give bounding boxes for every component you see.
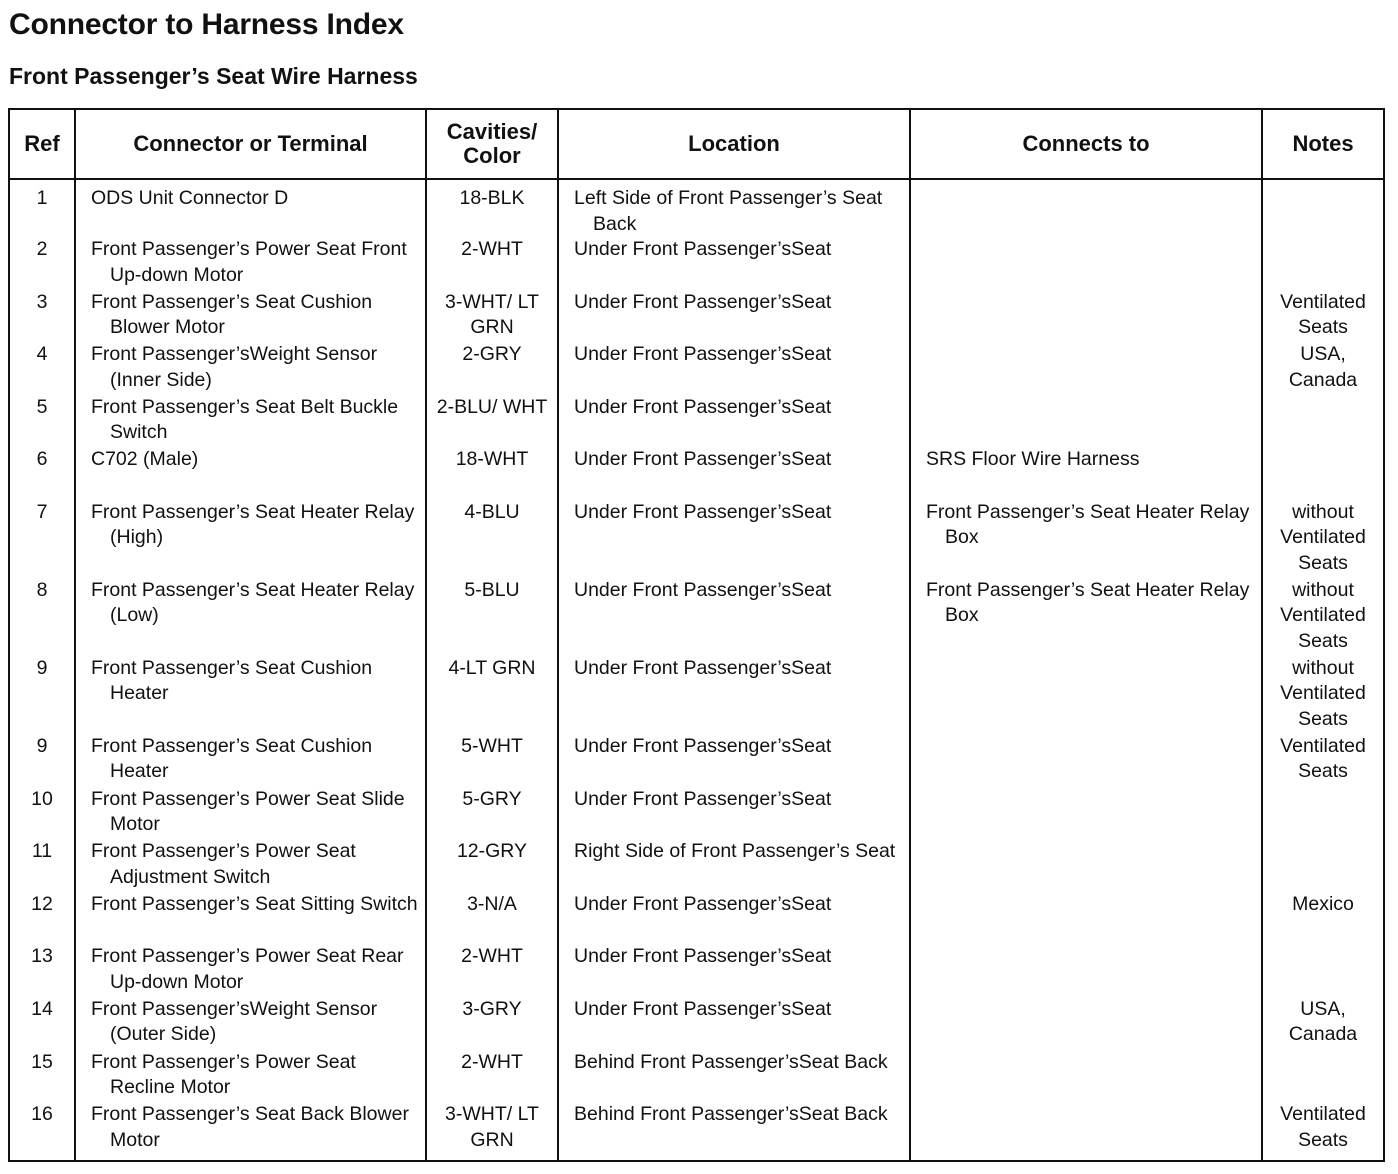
cell-cavities: 4-BLU bbox=[426, 500, 558, 578]
cell-notes: Ventilated Seats bbox=[1262, 290, 1384, 343]
connector-text: Front Passenger’s Power Seat Adjustment Switch bbox=[91, 840, 356, 888]
cell-cavities: 3-WHT/ LT GRN bbox=[426, 1102, 558, 1161]
header-cavities: Cavities/ Color bbox=[426, 109, 558, 179]
cell-connects-to bbox=[910, 839, 1262, 892]
table-row bbox=[9, 237, 1384, 290]
cell-cavities: 4-LT GRN bbox=[426, 656, 558, 734]
cell-ref: 8 bbox=[9, 578, 75, 656]
location-text: Under Front Passenger’sSeat bbox=[574, 448, 832, 471]
cell-location bbox=[558, 839, 910, 892]
cell-location bbox=[558, 1050, 910, 1103]
cell-location bbox=[558, 656, 910, 734]
cell-ref: 6 bbox=[9, 447, 75, 500]
cell-connects-to bbox=[910, 395, 1262, 448]
cell-connector bbox=[75, 342, 426, 395]
cell-notes: Ventilated Seats bbox=[1262, 734, 1384, 787]
connector-text: Front Passenger’s Seat Cushion Heater bbox=[91, 734, 373, 783]
cell-notes bbox=[1262, 1050, 1384, 1103]
cell-ref: 14 bbox=[9, 997, 75, 1050]
connector-text: Front Passenger’sWeight Sensor (Outer Side) bbox=[91, 997, 378, 1046]
location-text: Under Front Passenger’sSeat bbox=[574, 945, 832, 968]
table-row bbox=[9, 578, 1384, 656]
connector-text: Front Passenger’s Seat Cushion Heater bbox=[91, 656, 373, 705]
table-header-row bbox=[9, 109, 1384, 179]
cell-location bbox=[558, 944, 910, 997]
cell-location bbox=[558, 997, 910, 1050]
connector-text: Front Passenger’s Power Seat Slide Motor bbox=[91, 787, 405, 836]
table-row bbox=[9, 839, 1384, 892]
cell-cavities: 3-N/A bbox=[426, 892, 558, 945]
table-row bbox=[9, 447, 1384, 500]
cell-ref: 1 bbox=[9, 179, 75, 237]
table-row bbox=[9, 787, 1384, 840]
cell-location bbox=[558, 395, 910, 448]
location-text: Right Side of Front Passenger’s Seat bbox=[574, 840, 896, 863]
cell-ref: 2 bbox=[9, 237, 75, 290]
table-row bbox=[9, 179, 1384, 237]
location-text: Under Front Passenger’sSeat bbox=[574, 892, 832, 915]
location-text: Left Side of Front Passenger’s Seat Back bbox=[574, 187, 883, 235]
header-location: Location bbox=[558, 109, 910, 179]
table-row bbox=[9, 1102, 1384, 1161]
cell-connects-to bbox=[910, 342, 1262, 395]
location-text: Under Front Passenger’sSeat bbox=[574, 787, 832, 810]
cell-notes bbox=[1262, 839, 1384, 892]
connector-text: Front Passenger’s Seat Belt Buckle Switch bbox=[91, 395, 399, 444]
cell-connects-to bbox=[910, 578, 1262, 656]
cell-ref: 5 bbox=[9, 395, 75, 448]
cell-cavities: 2-GRY bbox=[426, 342, 558, 395]
cell-location bbox=[558, 892, 910, 945]
location-text: Under Front Passenger’sSeat bbox=[574, 734, 832, 757]
header-notes: Notes bbox=[1262, 109, 1384, 179]
cell-connector bbox=[75, 656, 426, 734]
cell-notes: USA, Canada bbox=[1262, 997, 1384, 1050]
location-text: Under Front Passenger’sSeat bbox=[574, 290, 832, 313]
cell-location bbox=[558, 787, 910, 840]
cell-connects-to bbox=[910, 734, 1262, 787]
cell-connects-to bbox=[910, 997, 1262, 1050]
connector-index-table bbox=[8, 108, 1385, 1162]
cell-connects-to bbox=[910, 656, 1262, 734]
cell-connector bbox=[75, 892, 426, 945]
cell-connector bbox=[75, 734, 426, 787]
cell-ref: 10 bbox=[9, 787, 75, 840]
table-row bbox=[9, 290, 1384, 343]
cell-connector bbox=[75, 997, 426, 1050]
cell-connector bbox=[75, 944, 426, 997]
table-row bbox=[9, 500, 1384, 578]
connects-to-text: Front Passenger’s Seat Heater Relay Box bbox=[926, 578, 1250, 627]
cell-location bbox=[558, 578, 910, 656]
cell-ref: 16 bbox=[9, 1102, 75, 1161]
location-text: Under Front Passenger’sSeat bbox=[574, 238, 832, 260]
table-body bbox=[9, 179, 1384, 1161]
connector-text: Front Passenger’s Seat Sitting Switch bbox=[91, 892, 418, 915]
cell-ref: 3 bbox=[9, 290, 75, 343]
location-text: Under Front Passenger’sSeat bbox=[574, 656, 832, 679]
cell-connector bbox=[75, 787, 426, 840]
cell-notes bbox=[1262, 179, 1384, 237]
cell-location bbox=[558, 237, 910, 290]
cell-connector bbox=[75, 237, 426, 290]
connector-text: Front Passenger’s Seat Heater Relay (Low) bbox=[91, 578, 415, 627]
table-row bbox=[9, 395, 1384, 448]
cell-notes bbox=[1262, 237, 1384, 290]
location-text: Behind Front Passenger’sSeat Back bbox=[574, 1103, 888, 1126]
connector-text: Front Passenger’s Seat Cushion Blower Motor bbox=[91, 290, 373, 339]
cell-cavities: 3-GRY bbox=[426, 997, 558, 1050]
connects-to-text: Front Passenger’s Seat Heater Relay Box bbox=[926, 500, 1250, 549]
cell-connector bbox=[75, 839, 426, 892]
cell-cavities: 2-WHT bbox=[426, 944, 558, 997]
cell-ref: 11 bbox=[9, 839, 75, 892]
cell-ref: 12 bbox=[9, 892, 75, 945]
cell-location bbox=[558, 447, 910, 500]
cell-cavities: 2-WHT bbox=[426, 1050, 558, 1103]
location-text: Under Front Passenger’sSeat bbox=[574, 997, 832, 1020]
cell-connects-to bbox=[910, 944, 1262, 997]
cell-connects-to bbox=[910, 179, 1262, 237]
cell-connects-to bbox=[910, 892, 1262, 945]
connector-text: Front Passenger’s Seat Heater Relay (High) bbox=[91, 500, 415, 549]
location-text: Under Front Passenger’sSeat bbox=[574, 578, 832, 601]
cell-connects-to bbox=[910, 290, 1262, 343]
cell-connects-to bbox=[910, 1050, 1262, 1103]
cell-cavities: 3-WHT/ LT GRN bbox=[426, 290, 558, 343]
cell-cavities: 12-GRY bbox=[426, 839, 558, 892]
cell-location bbox=[558, 734, 910, 787]
cell-notes bbox=[1262, 447, 1384, 500]
cell-notes: without Ventilated Seats bbox=[1262, 500, 1384, 578]
cell-connector bbox=[75, 578, 426, 656]
cell-ref: 15 bbox=[9, 1050, 75, 1103]
cell-connects-to bbox=[910, 787, 1262, 840]
cell-connector bbox=[75, 1050, 426, 1103]
cell-connector bbox=[75, 447, 426, 500]
cell-location bbox=[558, 342, 910, 395]
cell-connector bbox=[75, 290, 426, 343]
location-text: Under Front Passenger’sSeat bbox=[574, 395, 832, 418]
cell-cavities: 2-WHT bbox=[426, 237, 558, 290]
cell-notes bbox=[1262, 395, 1384, 448]
cell-connects-to bbox=[910, 1102, 1262, 1161]
table-row bbox=[9, 892, 1384, 945]
location-text: Behind Front Passenger’sSeat Back bbox=[574, 1050, 888, 1073]
cell-location bbox=[558, 290, 910, 343]
table-row bbox=[9, 1050, 1384, 1103]
cell-notes: Ventilated Seats bbox=[1262, 1102, 1384, 1161]
location-text: Under Front Passenger’sSeat bbox=[574, 343, 832, 366]
cell-location bbox=[558, 500, 910, 578]
cell-cavities: 5-BLU bbox=[426, 578, 558, 656]
cell-connector bbox=[75, 179, 426, 237]
cell-cavities: 18-BLK bbox=[426, 179, 558, 237]
cell-connector bbox=[75, 395, 426, 448]
table-row bbox=[9, 734, 1384, 787]
cell-cavities: 2-BLU/ WHT bbox=[426, 395, 558, 448]
cell-notes: without Ventilated Seats bbox=[1262, 656, 1384, 734]
connector-text: Front Passenger’s Seat Back Blower Motor bbox=[91, 1103, 409, 1151]
table-row bbox=[9, 342, 1384, 395]
cell-cavities: 18-WHT bbox=[426, 447, 558, 500]
cell-connects-to bbox=[910, 447, 1262, 500]
section-subtitle: Front Passenger’s Seat Wire Harness bbox=[9, 63, 418, 89]
cell-ref: 4 bbox=[9, 342, 75, 395]
connector-text: ODS Unit Connector D bbox=[91, 187, 289, 209]
connector-text: Front Passenger’s Power Seat Front Up-down Motor bbox=[91, 238, 407, 286]
cell-ref: 7 bbox=[9, 500, 75, 578]
header-ref: Ref bbox=[9, 109, 75, 179]
cell-notes bbox=[1262, 787, 1384, 840]
connector-text: C702 (Male) bbox=[91, 448, 199, 471]
cell-notes: without Ventilated Seats bbox=[1262, 578, 1384, 656]
cell-connects-to bbox=[910, 237, 1262, 290]
location-text: Under Front Passenger’sSeat bbox=[574, 500, 832, 523]
table-row bbox=[9, 997, 1384, 1050]
connects-to-text: SRS Floor Wire Harness bbox=[926, 448, 1140, 471]
cell-notes: USA, Canada bbox=[1262, 342, 1384, 395]
cell-ref: 9 bbox=[9, 734, 75, 787]
cell-location bbox=[558, 1102, 910, 1161]
cell-cavities: 5-GRY bbox=[426, 787, 558, 840]
cell-location bbox=[558, 179, 910, 237]
cell-connects-to bbox=[910, 500, 1262, 578]
page-title: Connector to Harness Index bbox=[9, 8, 404, 41]
cell-ref: 13 bbox=[9, 944, 75, 997]
connector-text: Front Passenger’s Power Seat Recline Motor bbox=[91, 1050, 356, 1099]
connector-text: Front Passenger’sWeight Sensor (Inner Side) bbox=[91, 343, 378, 391]
cell-notes: Mexico bbox=[1262, 892, 1384, 945]
cell-connector bbox=[75, 500, 426, 578]
table-row bbox=[9, 944, 1384, 997]
cell-cavities: 5-WHT bbox=[426, 734, 558, 787]
cell-connector bbox=[75, 1102, 426, 1161]
header-connects-to: Connects to bbox=[910, 109, 1262, 179]
connector-text: Front Passenger’s Power Seat Rear Up-down Motor bbox=[91, 945, 404, 993]
header-connector: Connector or Terminal bbox=[75, 109, 426, 179]
cell-ref: 9 bbox=[9, 656, 75, 734]
table-row bbox=[9, 656, 1384, 734]
cell-notes bbox=[1262, 944, 1384, 997]
